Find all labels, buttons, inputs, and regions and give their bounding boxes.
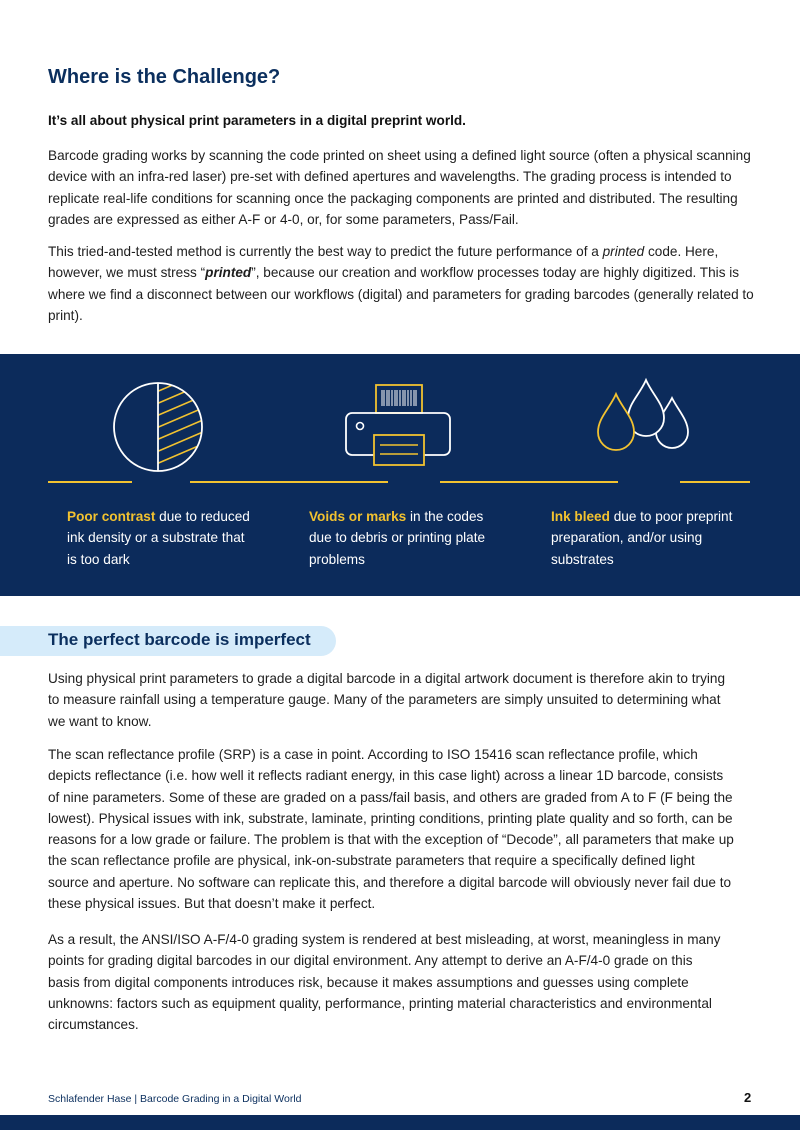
rule-2b — [440, 481, 546, 483]
feature-ink-bleed — [551, 506, 741, 570]
section-title-perfect-barcode: The perfect barcode is imperfect — [48, 630, 311, 649]
rule-2a — [308, 481, 388, 483]
paragraph-grading-intro: Barcode grading works by scanning the code printed on sheet using a defined light source (often a physical scanning device with an infra-red laser) pre-set with defined apertures and wavelengths. The grading process is intended to replicate real-life conditions for scanning once the packaging components are printed and distributed. The resulting grades are expressed as either A-F or 4-0, or, for some parameters, Pass/Fail. — [48, 148, 751, 227]
paragraph-grading-system: As a result, the ANSI/ISO A-F/4-0 grading system is rendered at best misleading, at worst, meaningless in many points for grading digital barcodes in our digital environment. Any attempt to derive an A-F/4-0 grade on this basis from digital components introduces risk, because it makes assumptions and guesses using complete unknowns: factors such as equipment quality, performance, printing material characteristics and environmental circumstances. — [48, 932, 721, 1033]
p2-text-a: This tried-and-tested method is currently the best way to predict the future performance of a — [48, 244, 603, 259]
ink-drops-icon — [590, 376, 694, 476]
feature-text: due to poor preprint preparation, and/or using substrates — [551, 509, 733, 567]
section-subheading: It’s all about physical print parameters in a digital preprint world. — [48, 113, 466, 128]
p2-text-e: ”, because our creation and workflow processes today are highly digitized. This is where we find a disconnect between our workflows (digital) and parameters for grading barcodes (generally related to print). — [48, 265, 754, 323]
rule-1a — [48, 481, 132, 483]
feature-highlight: Poor contrast — [67, 509, 156, 524]
rule-3a — [546, 481, 618, 483]
p2-emphasis-printed: printed — [602, 244, 645, 259]
paragraph-srp: The scan reflectance profile (SRP) is a case in point. According to ISO 15416 scan reflectance profile, which depicts reflectance (i.e. how well it reflects radiant energy, in this case light) across a linear 1D barcode, consists of nine parameters. Some of these are graded on a pass/fail basis, and others are graded from A to F (F being the lowest). Physical issues with ink, substrate, laminate, printing conditions, printing plate quality and so forth, can be reasons for a low grade or failure. The problem is that with the exception of “Decode”, all parameters that make up the scan reflectance profile are physical, ink-on-substrate parameters that require a specifically defined light source and aperture. No software can replicate this, and therefore a digital barcode will obviously never fail due to these physical issues. But that doesn’t make it perfect. — [48, 747, 734, 912]
feature-poor-contrast — [67, 506, 257, 570]
feature-text: in the codes due to debris or printing plate problems — [309, 509, 486, 567]
printer-barcode-icon — [340, 379, 458, 475]
feature-highlight: Voids or marks — [309, 509, 407, 524]
contrast-circle-icon — [110, 379, 206, 475]
section-title-challenge: Where is the Challenge? — [48, 66, 281, 88]
footer-title: Schlafender Hase | Barcode Grading in a Digital World — [48, 1093, 302, 1105]
page-number: 2 — [744, 1090, 752, 1105]
feature-text: due to reduced ink density or a substrate that is too dark — [67, 509, 250, 567]
rule-3b — [680, 481, 750, 483]
feature-voids-marks — [309, 506, 499, 570]
feature-highlight: Ink bleed — [551, 509, 610, 524]
footer-bar — [0, 1115, 800, 1130]
p2-strong-printed: printed — [205, 265, 252, 281]
paragraph-tried-and-tested — [48, 241, 754, 326]
paragraph-rainfall-analogy: Using physical print parameters to grade a digital barcode in a digital artwork document is therefore akin to trying to measure rainfall using a temperature gauge. Many of the parameters are simply unsuited to determining what we want to know. — [48, 671, 726, 729]
rule-1b — [190, 481, 308, 483]
p2-text-c: code. Here, however, we must stress “ — [48, 244, 719, 281]
